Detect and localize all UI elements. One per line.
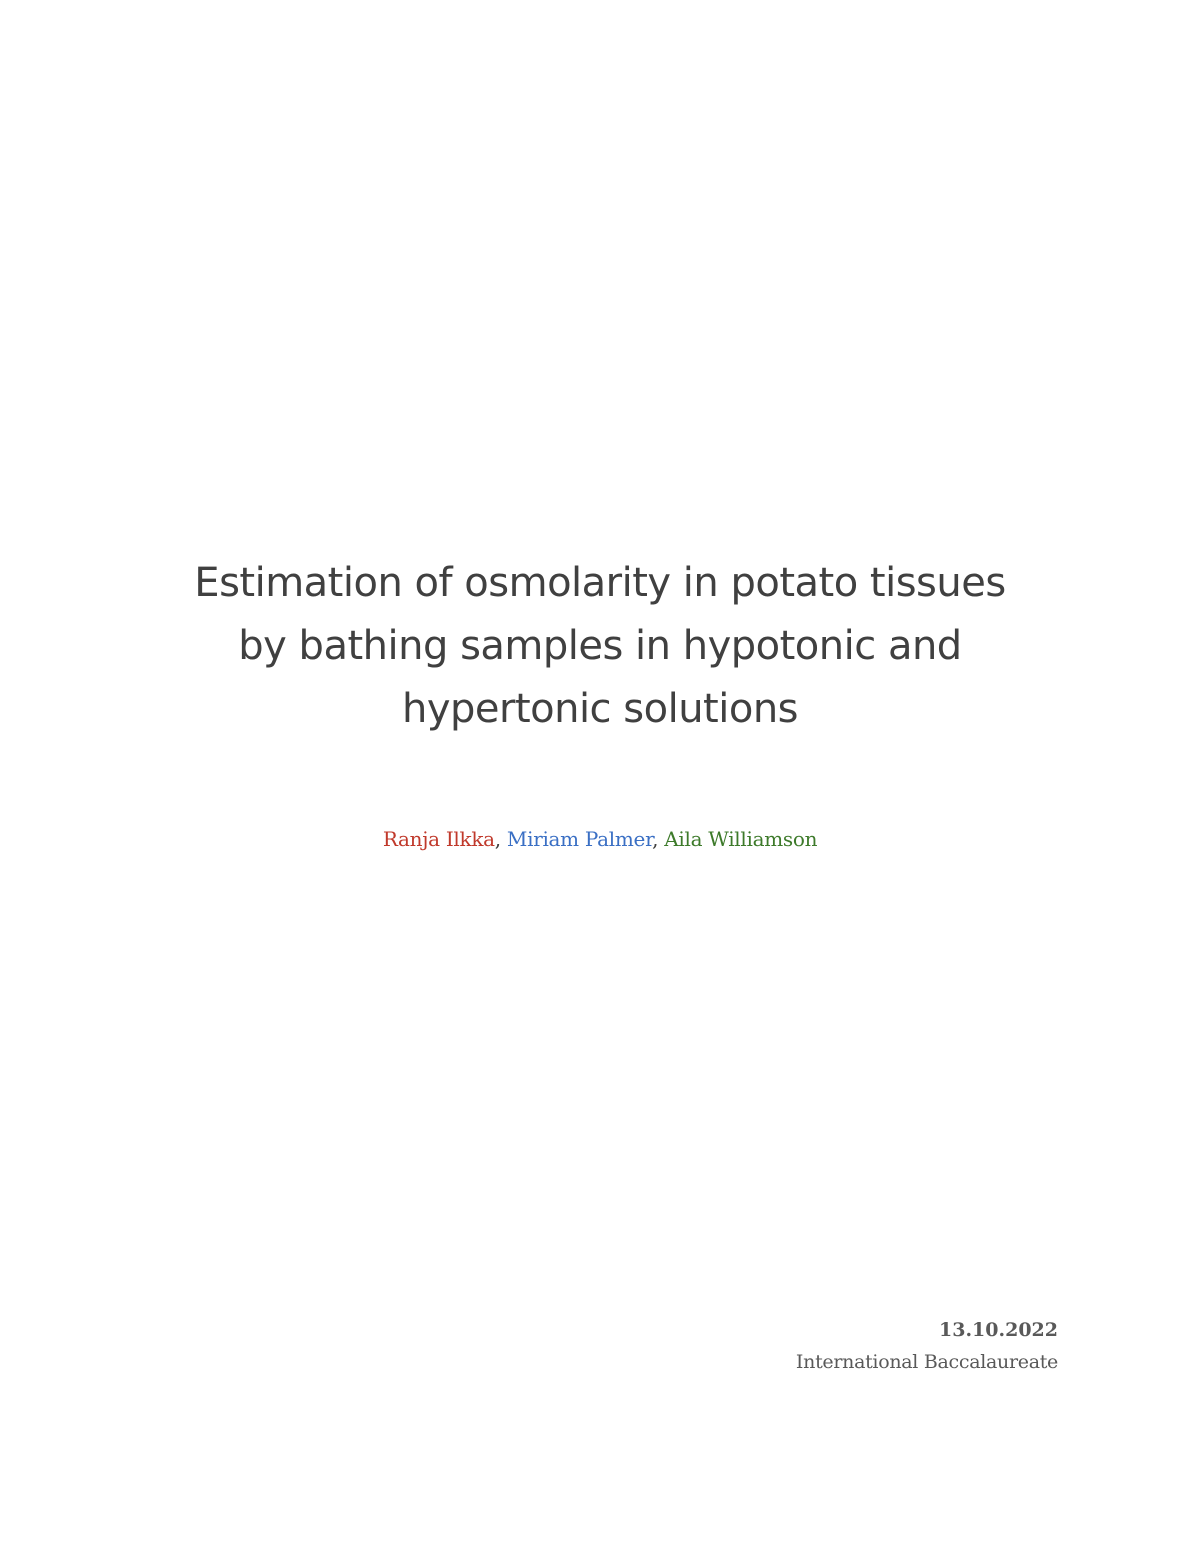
- author-name: Aila Williamson: [664, 827, 818, 851]
- organization-name: International Baccalaureate: [795, 1351, 1058, 1373]
- author-separator: ,: [652, 827, 665, 851]
- author-name: Ranja Ilkka: [382, 827, 495, 851]
- author-separator: ,: [494, 827, 507, 851]
- title-line: hypertonic solutions: [401, 686, 799, 732]
- author-list: [100, 824, 1100, 854]
- author-name: Miriam Palmer: [506, 827, 653, 851]
- document-info: [796, 1316, 1058, 1380]
- document-date: 13.10.2022: [939, 1319, 1058, 1341]
- title-line: by bathing samples in hypotonic and: [238, 623, 962, 669]
- title-line: Estimation of osmolarity in potato tissues: [194, 560, 1006, 606]
- document-title: [100, 552, 1100, 741]
